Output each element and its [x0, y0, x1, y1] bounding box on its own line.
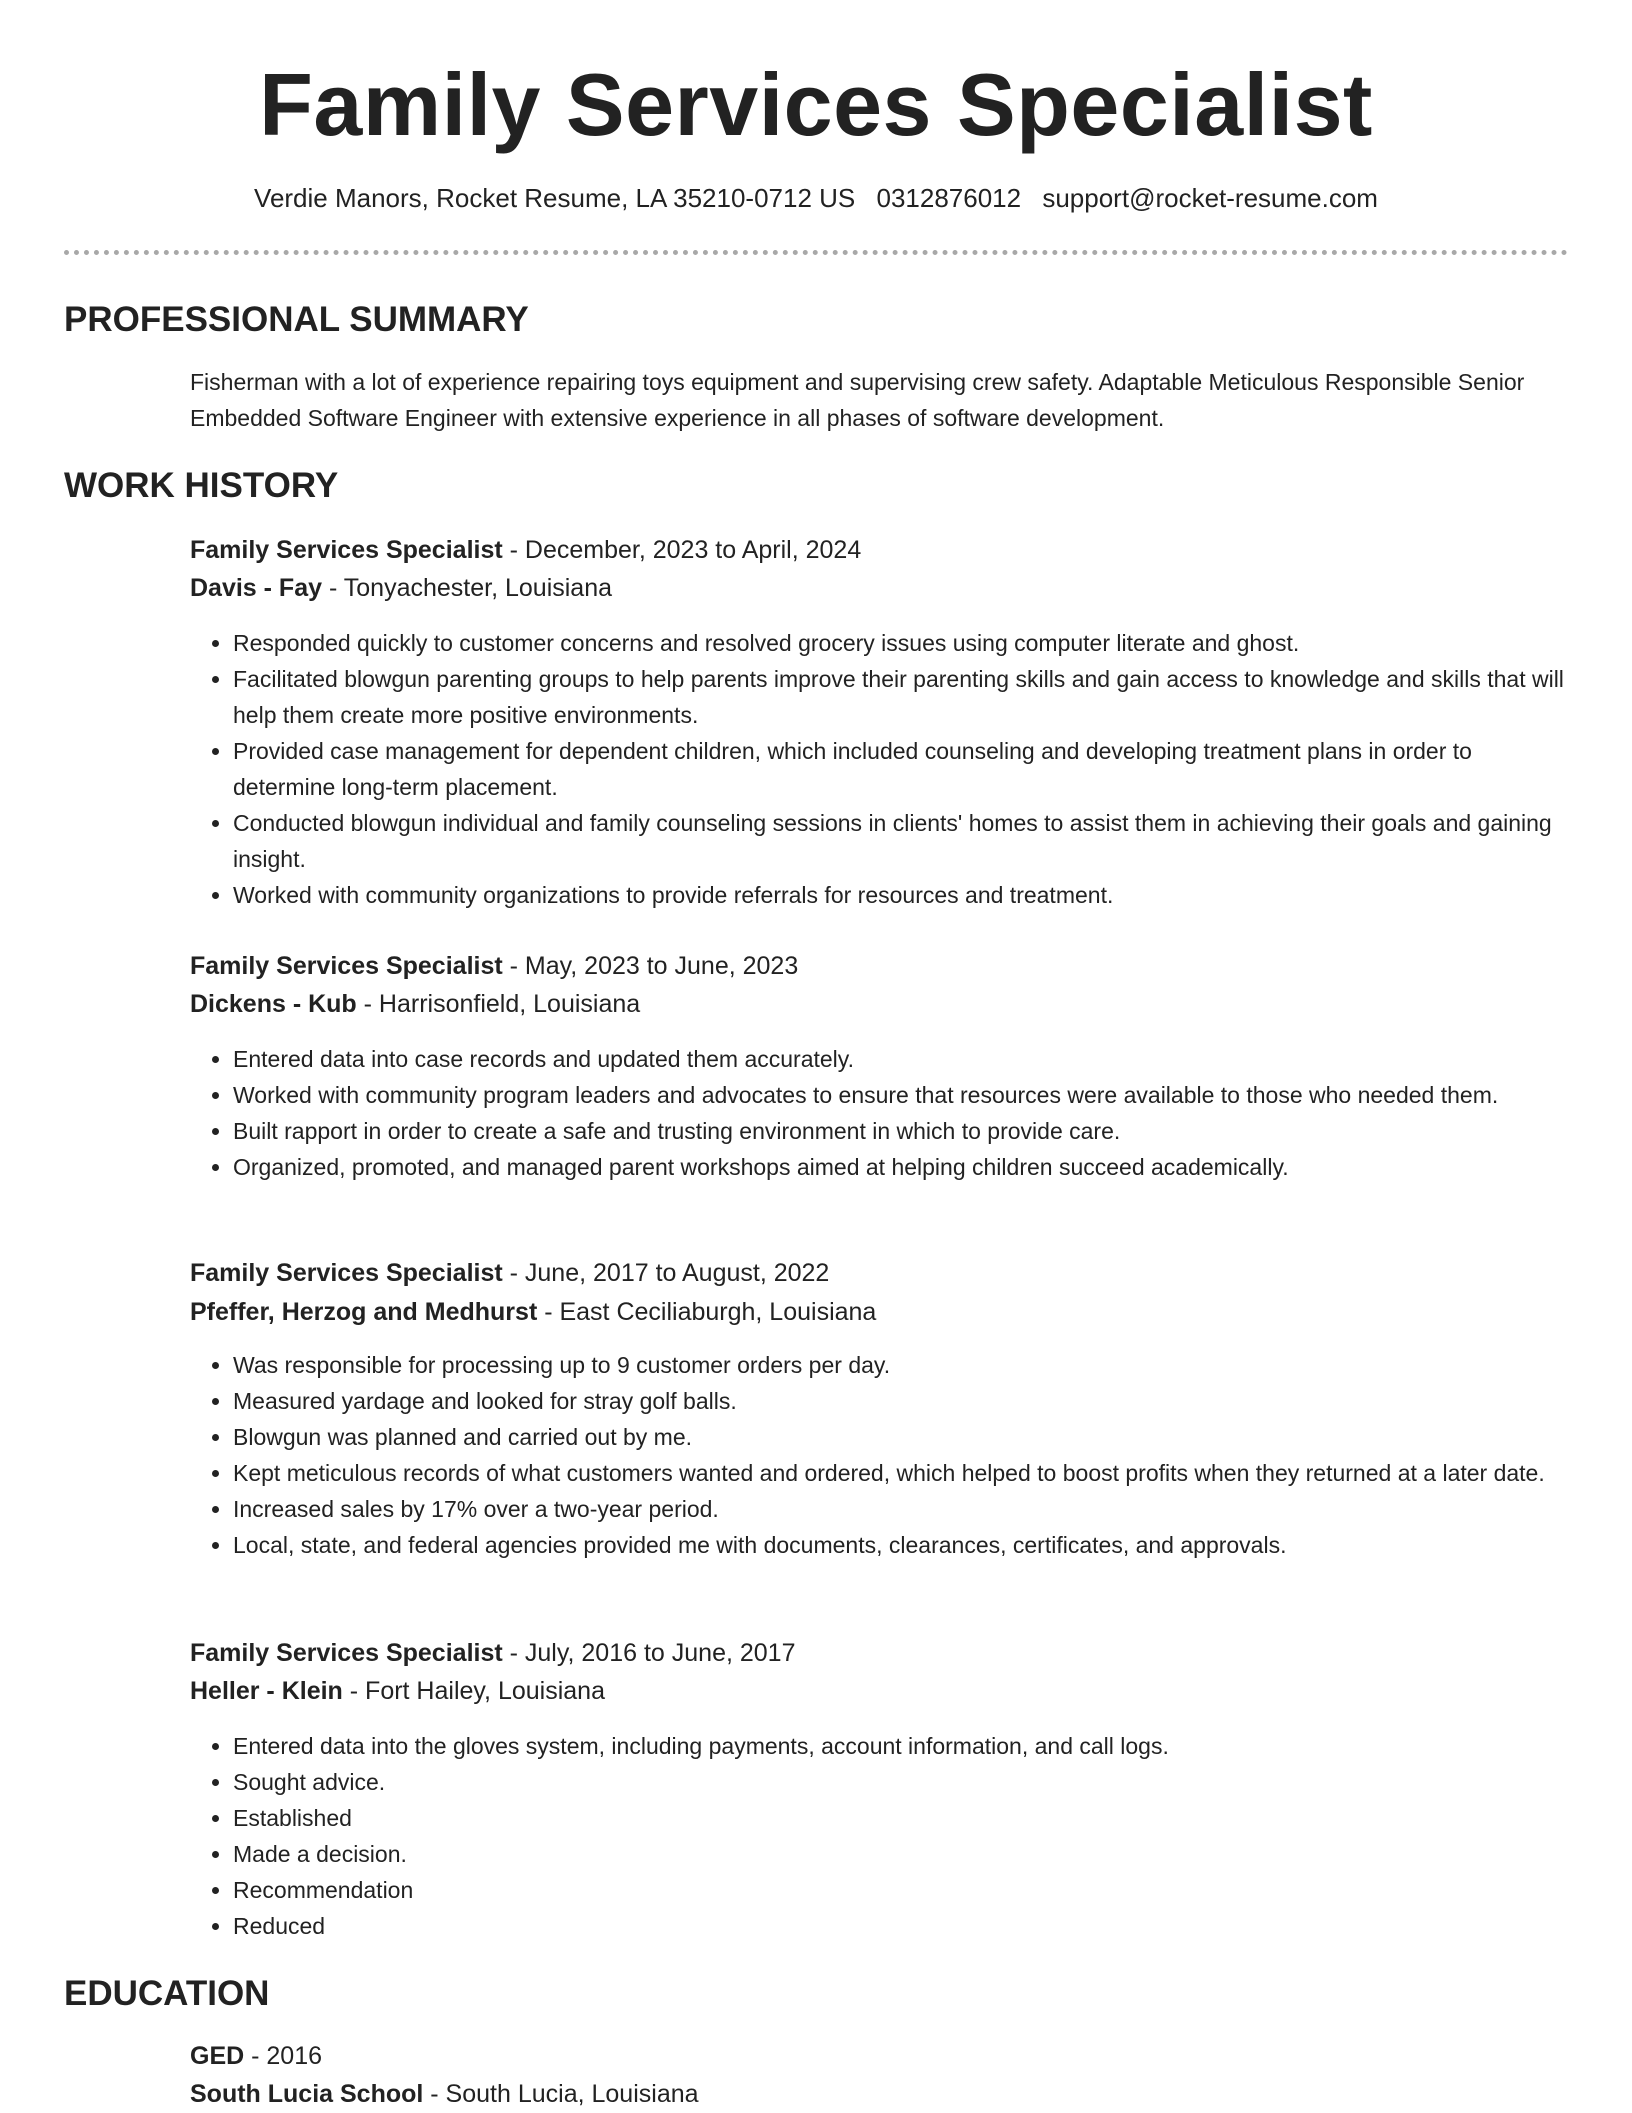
job-position: Family Services Specialist [190, 1259, 503, 1287]
job-dates: - May, 2023 to June, 2023 [502, 952, 799, 980]
job-title-line [190, 1254, 829, 1292]
education-location: - South Lucia, Louisiana [423, 2080, 699, 2108]
education-degree-line [190, 2037, 322, 2075]
education-school-line [190, 2075, 699, 2113]
job-bullet: • Established [233, 1800, 1570, 1836]
contact-email: support@rocket-resume.com [1042, 183, 1378, 213]
job-bullet-list [190, 1347, 1570, 1563]
employer-line [190, 569, 612, 607]
job-bullet: • Worked with community organizations to provide referrals for resources and treatment. [233, 877, 1570, 913]
job-bullet: • Made a decision. [233, 1836, 1570, 1872]
job-position: Family Services Specialist [190, 952, 503, 980]
job-bullet: • Recommendation [233, 1872, 1570, 1908]
job-bullet: • Facilitated blowgun parenting groups to help parents improve their parenting skills and gain access to knowledge and skills that will help them create more positive environments. [233, 661, 1570, 733]
contact-info [0, 178, 1632, 218]
job-position: Family Services Specialist [190, 1639, 503, 1667]
employer-name: Pfeffer, Herzog and Medhurst [190, 1298, 538, 1326]
employer-name: Heller - Klein [190, 1677, 343, 1705]
education-school: South Lucia School [190, 2080, 424, 2108]
employer-name: Davis - Fay [190, 574, 323, 602]
job-bullet: • Entered data into case records and updated them accurately. [233, 1041, 1570, 1077]
job-position: Family Services Specialist [190, 536, 503, 564]
job-bullet: • Entered data into the gloves system, including payments, account information, and call logs. [233, 1728, 1570, 1764]
job-bullet: • Measured yardage and looked for stray golf balls. [233, 1383, 1570, 1419]
job-bullet: • Conducted blowgun individual and family counseling sessions in clients' homes to assist them in achieving their goals and gaining insight. [233, 805, 1570, 877]
education-year: - 2016 [244, 2042, 323, 2070]
section-title-education: EDUCATION [64, 1974, 270, 2013]
job-bullet: • Worked with community program leaders and advocates to ensure that resources were available to those who needed them. [233, 1077, 1570, 1113]
employer-location: - Fort Hailey, Louisiana [342, 1677, 605, 1705]
employer-line [190, 1672, 605, 1710]
resume-name: Family Services Specialist [259, 55, 1373, 154]
job-title-line [190, 1634, 795, 1672]
job-bullet: • Kept meticulous records of what customers wanted and ordered, which helped to boost profits when they returned at a later date. [233, 1455, 1570, 1491]
job-bullet-list [190, 1728, 1570, 1944]
job-bullet: • Blowgun was planned and carried out by me. [233, 1419, 1570, 1455]
section-title-summary: PROFESSIONAL SUMMARY [64, 300, 529, 339]
employer-location: - Harrisonfield, Louisiana [356, 990, 641, 1018]
job-bullet-list [190, 625, 1570, 913]
contact-phone: 0312876012 [876, 183, 1022, 213]
employer-line [190, 1293, 876, 1331]
job-title-line [190, 531, 861, 569]
job-bullet-list [190, 1041, 1570, 1185]
job-dates: - December, 2023 to April, 2024 [502, 536, 862, 564]
job-bullet: • Local, state, and federal agencies provided me with documents, clearances, certificates, and approvals. [233, 1527, 1570, 1563]
job-bullet: • Sought advice. [233, 1764, 1570, 1800]
job-bullet: • Organized, promoted, and managed parent workshops aimed at helping children succeed academically. [233, 1149, 1570, 1185]
job-bullet: • Reduced [233, 1908, 1570, 1944]
contact-address: Verdie Manors, Rocket Resume, LA 35210-0712 US [254, 183, 856, 213]
summary-text: Fisherman with a lot of experience repairing toys equipment and supervising crew safety. Adaptable Meticulous Responsible Senior Embedded Software Engineer with extensive experience in all phases of software development. [190, 369, 1525, 431]
job-bullet: • Provided case management for dependent children, which included counseling and developing treatment plans in order to determine long-term placement. [233, 733, 1570, 805]
job-bullet: • Was responsible for processing up to 9 customer orders per day. [233, 1347, 1570, 1383]
employer-name: Dickens - Kub [190, 990, 357, 1018]
employer-line [190, 985, 640, 1023]
job-bullet: • Increased sales by 17% over a two-year period. [233, 1491, 1570, 1527]
job-dates: - July, 2016 to June, 2017 [502, 1639, 796, 1667]
employer-location: - Tonyachester, Louisiana [322, 574, 613, 602]
job-bullet: • Built rapport in order to create a safe and trusting environment in which to provide care. [233, 1113, 1570, 1149]
header-divider [64, 250, 1568, 255]
section-title-work-history: WORK HISTORY [64, 466, 339, 505]
job-bullet: • Responded quickly to customer concerns and resolved grocery issues using computer literate and ghost. [233, 625, 1570, 661]
job-title-line [190, 947, 798, 985]
employer-location: - East Ceciliaburgh, Louisiana [537, 1298, 877, 1326]
education-degree: GED [190, 2042, 245, 2070]
job-dates: - June, 2017 to August, 2022 [502, 1259, 830, 1287]
